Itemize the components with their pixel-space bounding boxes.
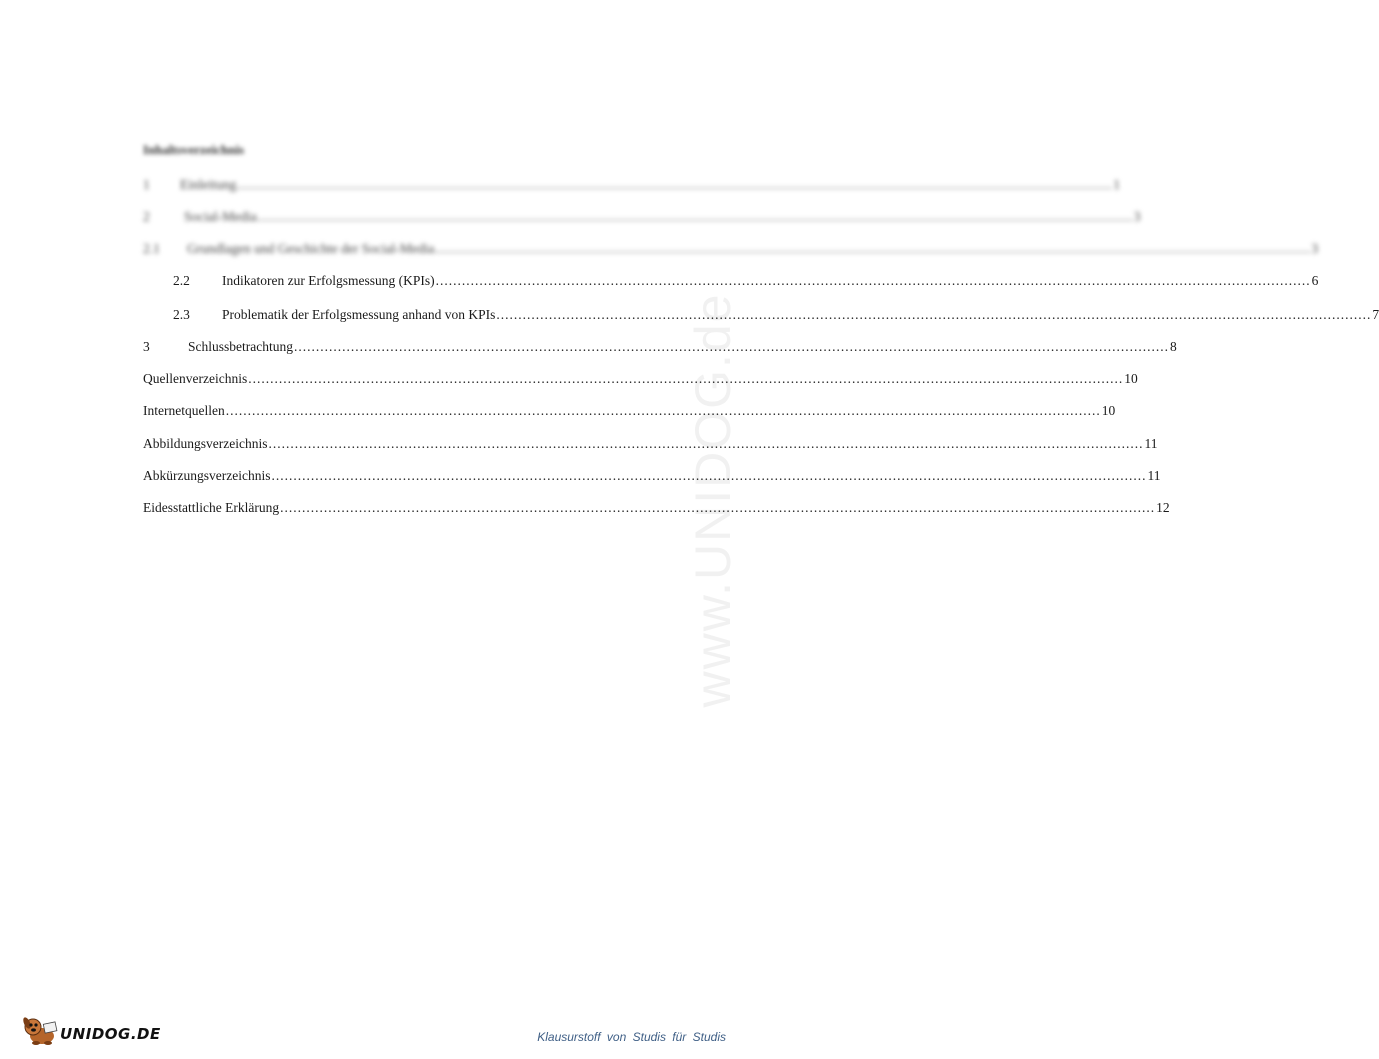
- toc-entry-page: 10: [1124, 371, 1138, 386]
- toc-entry-page: 8: [1169, 339, 1177, 354]
- toc-leader-dots: ........................................................................................................................................................................................................: [248, 371, 1124, 386]
- toc-entry-page: 6: [1311, 273, 1319, 288]
- toc-entry-page: 10: [1101, 403, 1116, 418]
- toc-entry-title: Grundlagen und Geschichte der Social-Media: [187, 241, 435, 256]
- toc-entry-page: 11: [1144, 436, 1158, 451]
- toc-entry-page: 1: [1113, 177, 1120, 192]
- toc-leader-dots: ........................................................................................................................................................................................................: [225, 403, 1101, 418]
- toc-leader-dots: ........................................................................................................................................................................................................: [271, 468, 1147, 483]
- toc-entry-page: 7: [1372, 307, 1379, 322]
- toc-entry-title: Social-Media: [184, 209, 257, 224]
- unidog-logo[interactable]: [22, 1014, 161, 1046]
- toc-entry-title: Schlussbetrachtung: [188, 339, 293, 354]
- toc-entry-title: Eidesstattliche Erklärung: [143, 500, 280, 515]
- toc-leader-dots: ........................................................................................................................................................................................................: [496, 307, 1372, 322]
- toc-leader-dots: ........................................................................................................................................................................................................: [435, 273, 1311, 288]
- toc-entry: [143, 239, 1319, 259]
- toc-leader-dots: ........................................................................................................................................................................................................: [268, 436, 1144, 451]
- toc-entry: [143, 207, 1141, 227]
- toc-entry: [143, 434, 1158, 454]
- toc-leader-dots: ........................................................................................................................................................................................................: [257, 209, 1133, 224]
- toc-entry-page: 3: [1133, 209, 1141, 224]
- toc-leader-dots: ........................................................................................................................................................................................................: [280, 500, 1156, 515]
- toc-entry-title: Quellenverzeichnis: [143, 371, 248, 386]
- toc-entry-title: Internetquellen: [143, 403, 225, 418]
- toc-leader-dots: ........................................................................................................................................................................................................: [237, 177, 1113, 192]
- footer-tagline: Klausurstoff von Studis für Studis: [537, 1030, 726, 1044]
- dog-mascot-icon: [22, 1014, 58, 1046]
- toc-entry-number: 1: [143, 177, 150, 192]
- toc-entry-page: 11: [1147, 468, 1161, 483]
- toc-entry-title: Abbildungsverzeichnis: [143, 436, 268, 451]
- toc-leader-dots: ........................................................................................................................................................................................................: [293, 339, 1169, 354]
- toc-entry-number: 2: [143, 209, 150, 224]
- toc-entry-page: 3: [1311, 241, 1319, 256]
- toc-title: Inhaltsverzeichnis: [143, 142, 245, 157]
- toc-entry: [143, 175, 1120, 195]
- watermark: www.UNIDOG.de: [685, 292, 741, 708]
- toc-entry-number: 2.1: [143, 241, 160, 256]
- toc-entry-title: Einleitung: [180, 177, 237, 192]
- toc-entry-page: 12: [1156, 500, 1170, 515]
- toc-entry: [173, 271, 1319, 291]
- toc-leader-dots: ........................................................................................................................................................................................................: [435, 241, 1311, 256]
- toc-entry-title: Abkürzungsverzeichnis: [143, 468, 271, 483]
- toc-entry-title: Indikatoren zur Erfolgsmessung (KPIs): [222, 273, 435, 288]
- toc-entry: [143, 401, 1116, 421]
- toc-entry-number: 2.2: [173, 273, 190, 288]
- toc-entry: [143, 466, 1161, 486]
- toc-entry-number: 3: [143, 339, 150, 354]
- logo-text: UNIDOG.DE: [60, 1025, 161, 1043]
- toc-entry: [143, 337, 1177, 357]
- toc-entry: [173, 305, 1379, 325]
- toc-entry: [143, 498, 1170, 518]
- toc-entry-number: 2.3: [173, 307, 190, 322]
- toc-entry: [143, 369, 1138, 389]
- toc-entry-title: Problematik der Erfolgsmessung anhand von KPIs: [222, 307, 496, 322]
